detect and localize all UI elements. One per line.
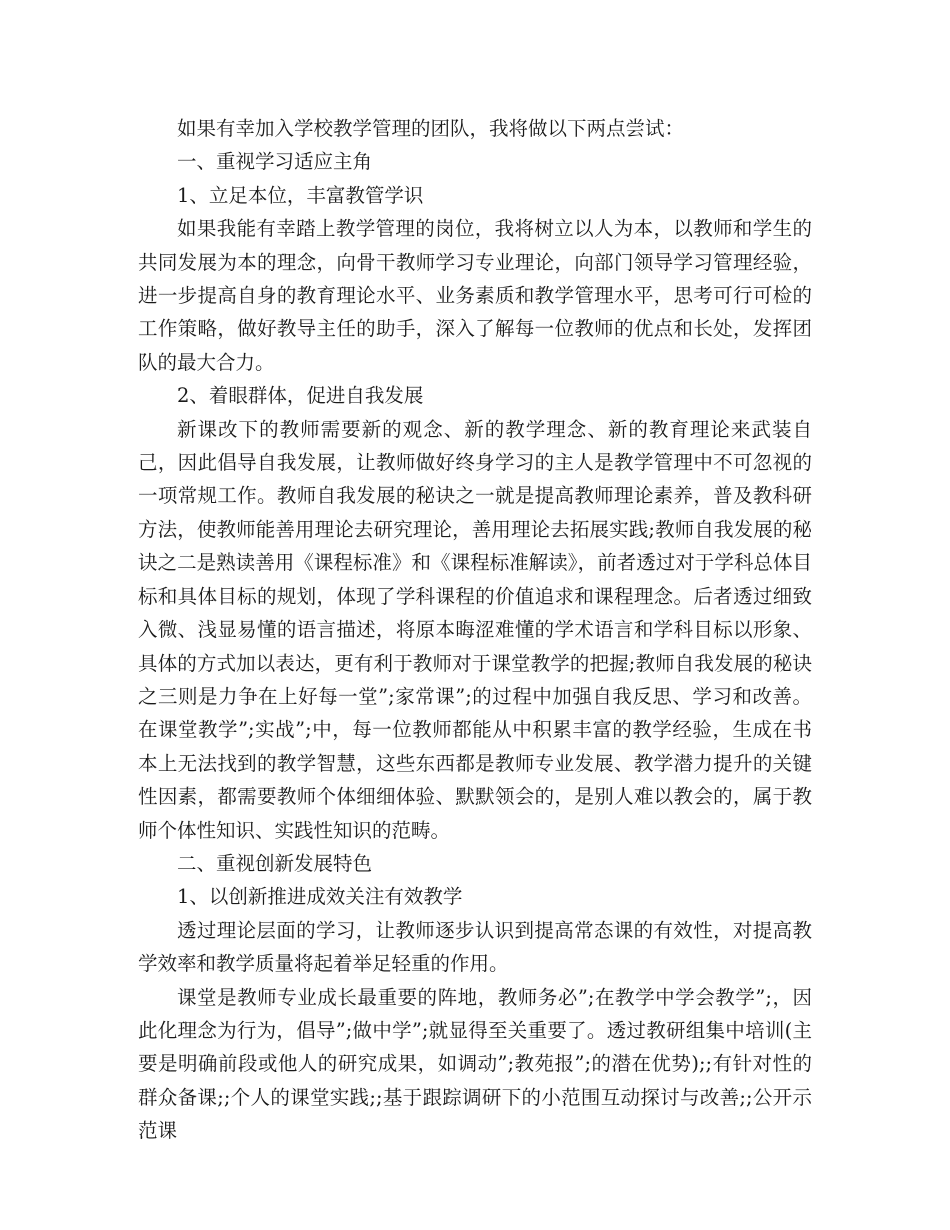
body-paragraph: 透过理论层面的学习，让教师逐步认识到提高常态课的有效性，对提高教学效率和教学质量将起着举足轻重的作用。 [138, 918, 812, 976]
subsection-heading-1-1: 1、立足本位，丰富教管学识 [177, 183, 424, 207]
intro-paragraph: 如果有幸加入学校教学管理的团队，我将做以下两点尝试： [177, 117, 685, 140]
body-paragraph: 新课改下的教师需要新的观念、新的教学理念、新的教育理论来武装自己，因此倡导自我发展，让教师做好终身学习的主人是教学管理中不可忽视的一项常规工作。教师自我发展的秘诀之一就是提高教师理论素养，普及教科研方法，使教师能善用理论去研究理论，善用理论去拓展实践;教师自我发展的秘诀之二是熟读善用《课程标准》和《课程标准解读》，前者透过对于学科总体目标和具体目标的规划，体现了学科课程的价值追求和课程理念。后者透过细致入微、浅显易懂的语言描述，将原本晦涩难懂的学术语言和学科目标以形象、具体的方式加以表达，更有利于教师对于课堂教学的把握;教师自我发展的秘诀之三则是力争在上好每一堂”;家常课”;的过程中加强自我反思、学习和改善。在课堂教学”;实战”;中，每一位教师都能从中积累丰富的教学经验，生成在书本上无法找到的教学智慧，这些东西都是教师专业发展、教学潜力提升的关键性因素，都需要教师个体细细体验、默默领会的，是别人难以教会的，属于教师个体性知识、实践性知识的范畴。 [138, 417, 812, 842]
body-paragraph: 课堂是教师专业成长最重要的阵地，教师务必”;在教学中学会教学”;，因此化理念为行为，倡导”;做中学”;就显得至关重要了。透过教研组集中培训(主要是明确前段或他人的研究成果，如调动”;教苑报”;的潜在优势);;有针对性的群众备课;;个人的课堂实践;;基于跟踪调研下的小范围互动探讨与改善;;公开示范课 [138, 985, 812, 1143]
subsection-heading-1-2: 2、着眼群体，促进自我发展 [177, 384, 424, 408]
subsection-heading-2-1: 1、以创新推进成效关注有效教学 [177, 885, 463, 909]
section-heading-1: 一、重视学习适应主角 [177, 150, 373, 174]
body-paragraph: 如果我能有幸踏上教学管理的岗位，我将树立以人为本，以教师和学生的共同发展为本的理念，向骨干教师学习专业理论，向部门领导学习管理经验，进一步提高自身的教育理论水平、业务素质和教学管理水平，思考可行可检的工作策略，做好教导主任的助手，深入了解每一位教师的优点和长处，发挥团队的最大合力。 [138, 217, 812, 374]
section-heading-2: 二、重视创新发展特色 [177, 851, 373, 875]
document-page [138, 112, 812, 1148]
